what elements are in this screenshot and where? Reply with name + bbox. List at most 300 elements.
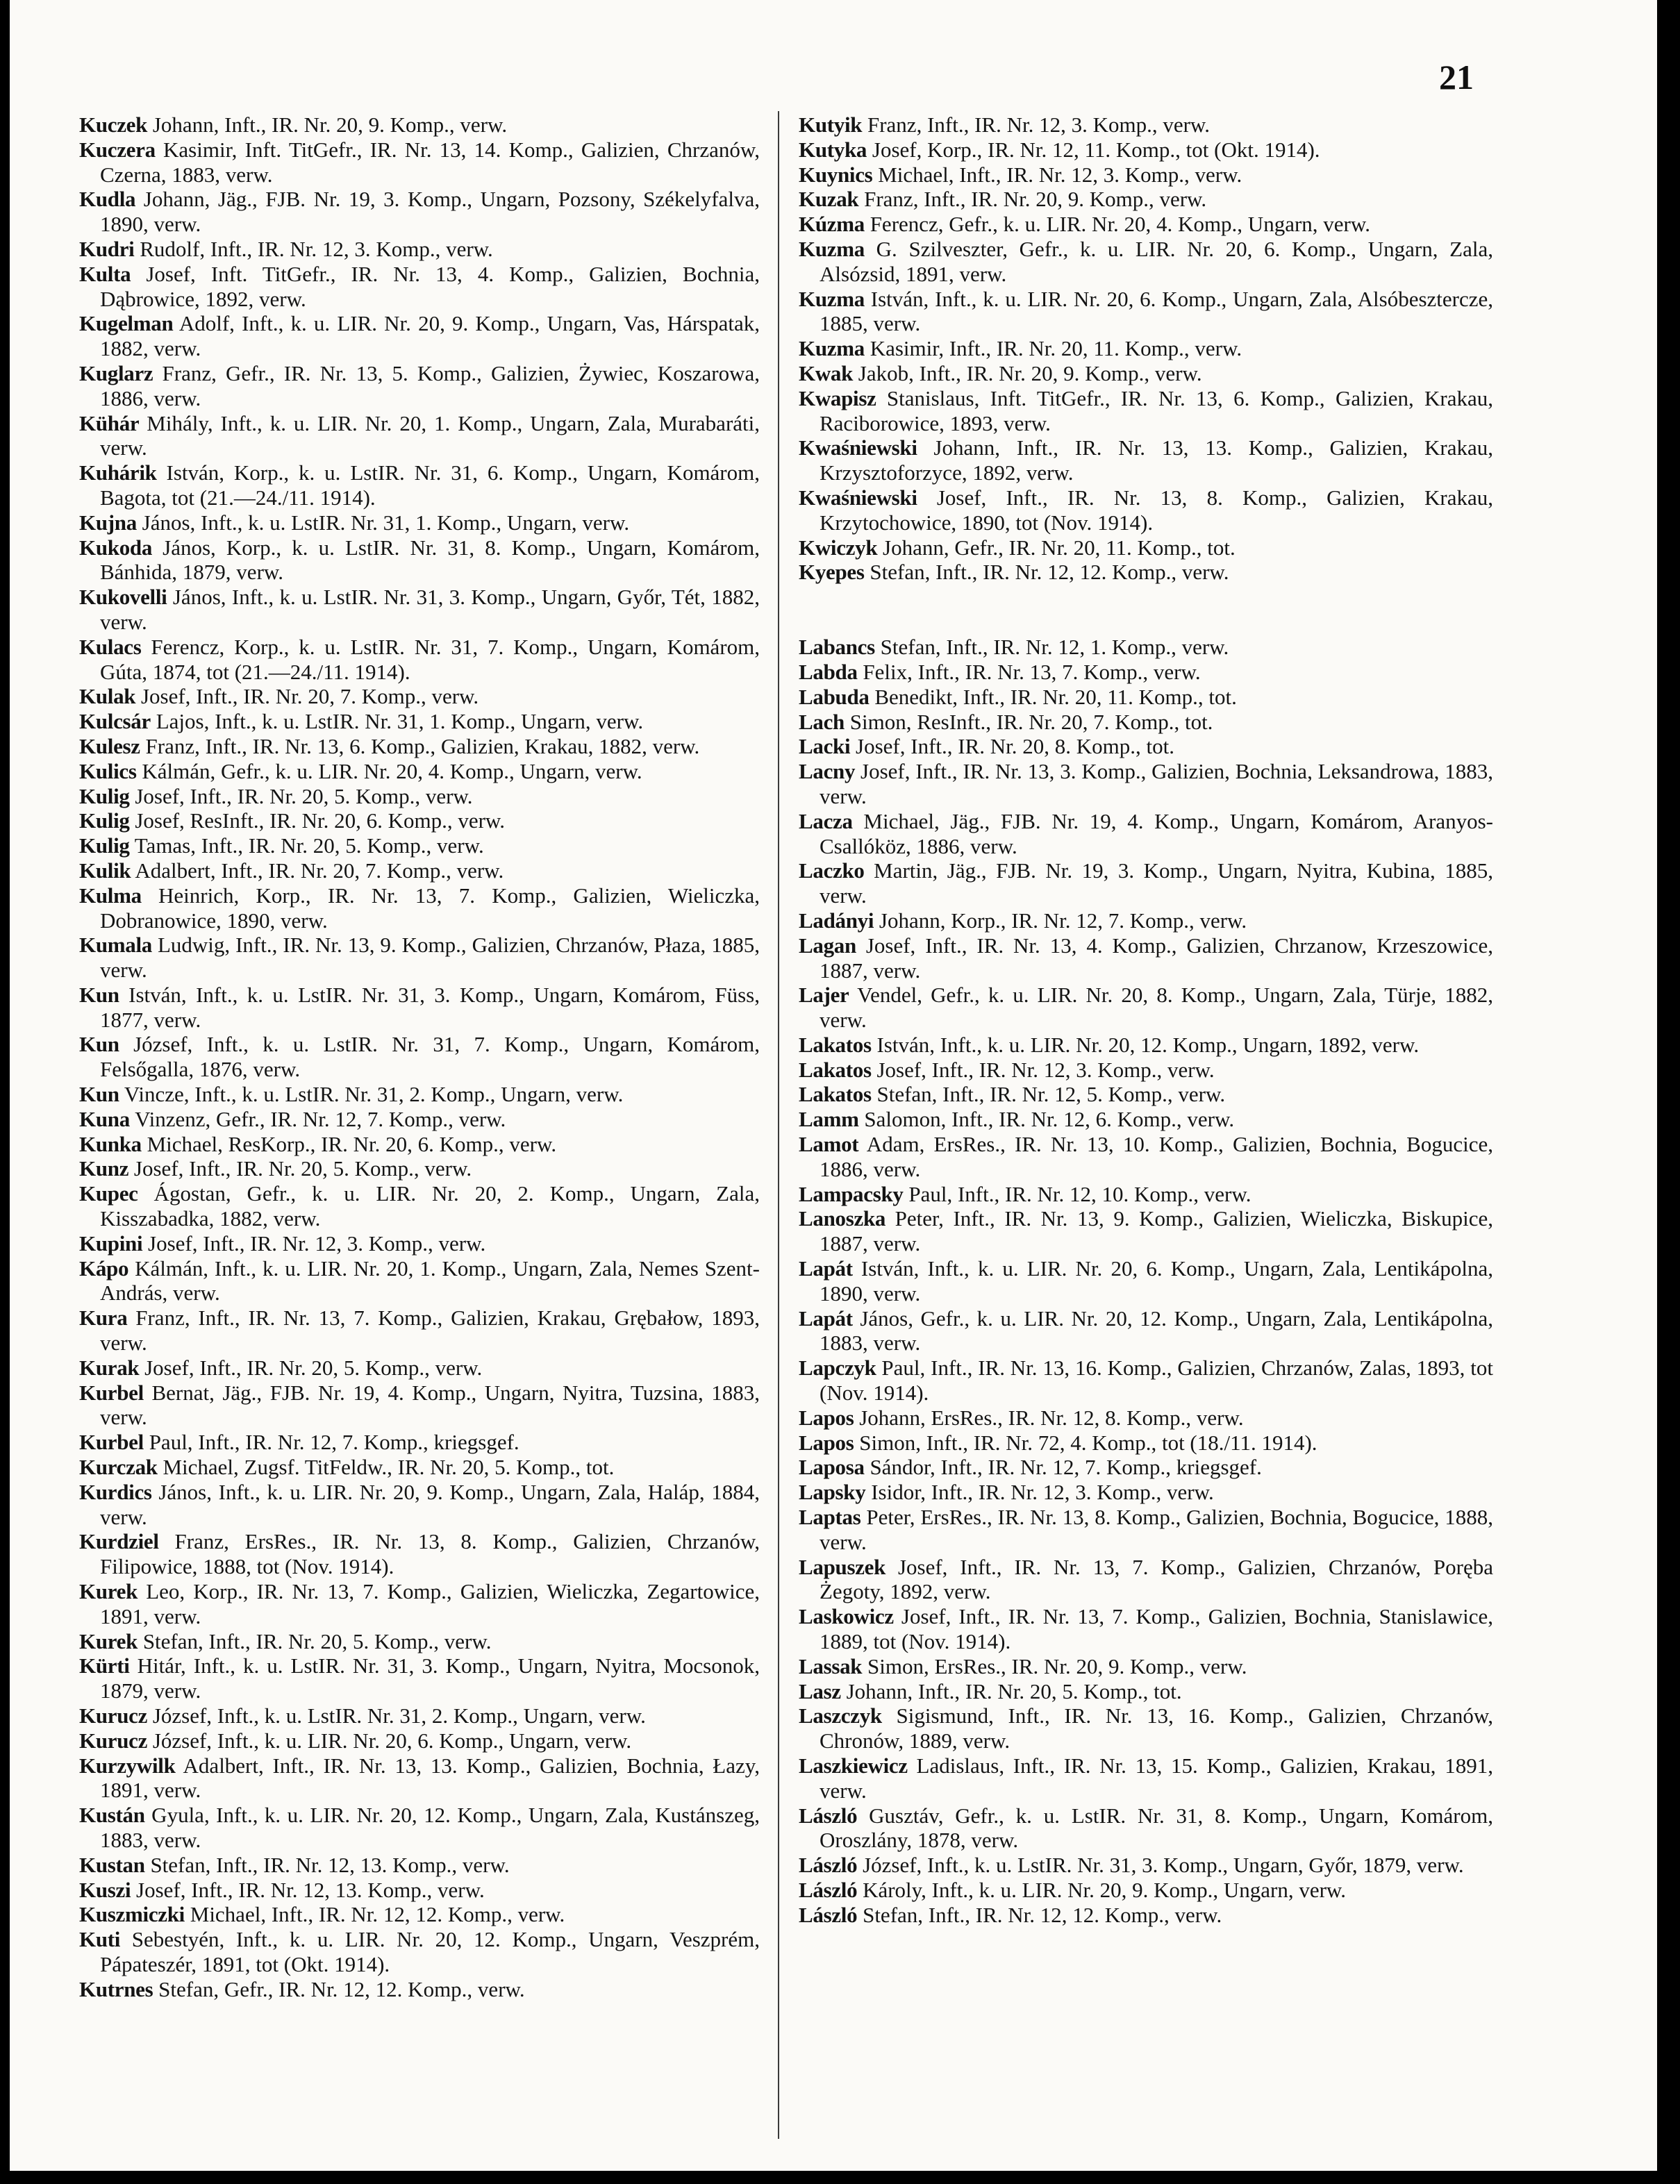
entry-surname: Kun	[79, 1032, 119, 1057]
entry-surname: Kumala	[79, 933, 152, 958]
entry-surname: Lapuszek	[799, 1554, 886, 1579]
entry-details: Kasimir, Inft., IR. Nr. 20, 11. Komp., verw.	[864, 336, 1242, 361]
entry-details: Stefan, Inft., IR. Nr. 12, 13. Komp., verw.	[144, 1852, 510, 1877]
entry-details: Vinzenz, Gefr., IR. Nr. 12, 7. Komp., verw.	[129, 1106, 506, 1131]
entry-details: Stanislaus, Inft. TitGefr., IR. Nr. 13, 6. Komp., Galizien, Krakau, Raciborowice, 1893, verw.	[820, 385, 1493, 435]
entry-details: Károly, Inft., k. u. LIR. Nr. 20, 9. Komp., Ungarn, verw.	[857, 1877, 1347, 1902]
roster-entry	[79, 1156, 760, 1181]
entry-details: József, Inft., k. u. LstIR. Nr. 31, 7. Komp., Ungarn, Komárom, Felsőgalla, 1876, verw.	[100, 1032, 760, 1082]
entry-surname: Lapos	[799, 1405, 854, 1430]
roster-entry	[799, 137, 1493, 162]
entry-details: Kasimir, Inft. TitGefr., IR. Nr. 13, 14. Komp., Galizien, Chrzanów, Czerna, 1883, verw.	[100, 137, 760, 187]
entry-details: Leo, Korp., IR. Nr. 13, 7. Komp., Galizien, Wieliczka, Zegartowice, 1891, verw.	[100, 1579, 760, 1628]
roster-entry	[79, 1529, 760, 1579]
roster-entry	[799, 1703, 1493, 1753]
entry-details: Sándor, Inft., IR. Nr. 12, 7. Komp., kriegsgef.	[864, 1455, 1262, 1480]
entry-details: Johann, Korp., IR. Nr. 12, 7. Komp., verw.	[874, 908, 1247, 933]
entry-surname: Kuglarz	[79, 360, 153, 385]
entry-details: Isidor, Inft., IR. Nr. 12, 3. Komp., verw.	[865, 1480, 1214, 1505]
entry-surname: Kulesz	[79, 733, 140, 758]
entry-surname: Kuzma	[799, 286, 865, 311]
entry-surname: Kustán	[79, 1803, 145, 1828]
entry-details: Franz, ErsRes., IR. Nr. 13, 8. Komp., Galizien, Chrzanów, Filipowice, 1888, tot (Nov. 1914).	[100, 1529, 760, 1579]
entry-surname: Kunka	[79, 1131, 142, 1156]
page-number: 21	[1439, 58, 1474, 97]
roster-entry	[799, 1406, 1493, 1431]
entry-details: Stefan, Inft., IR. Nr. 12, 1. Komp., verw.	[874, 635, 1229, 660]
roster-entry	[799, 1604, 1493, 1654]
entry-surname: Kulcsár	[79, 709, 151, 734]
entry-surname: Labuda	[799, 684, 870, 709]
entry-details: János, Korp., k. u. LstIR. Nr. 31, 8. Komp., Ungarn, Komárom, Bánhida, 1879, verw.	[100, 535, 760, 585]
entry-surname: Kurek	[79, 1579, 138, 1604]
roster-entry	[79, 1878, 760, 1903]
roster-entry	[799, 1082, 1493, 1107]
entry-details: Franz, Inft., IR. Nr. 12, 3. Komp., verw.	[862, 112, 1211, 137]
column-divider	[778, 111, 779, 2139]
entry-surname: Lacza	[799, 808, 853, 833]
entry-details: Rudolf, Inft., IR. Nr. 12, 3. Komp., verw.	[134, 236, 493, 261]
roster-entry	[79, 585, 760, 635]
roster-entry	[79, 361, 760, 411]
entry-surname: Kutyik	[799, 112, 863, 137]
entry-surname: Lacki	[799, 734, 851, 759]
letter-gap	[799, 585, 1493, 635]
entry-details: Kálmán, Inft., k. u. LIR. Nr. 20, 1. Komp., Ungarn, Zala, Nemes Szent-András, verw.	[100, 1256, 760, 1306]
entry-details: János, Inft., k. u. LIR. Nr. 20, 9. Komp., Ungarn, Zala, Haláp, 1884, verw.	[100, 1479, 760, 1529]
entry-details: Josef, Inft., IR. Nr. 12, 3. Komp., verw.	[871, 1057, 1215, 1082]
roster-entry	[799, 1878, 1493, 1903]
roster-entry	[799, 983, 1493, 1033]
entry-surname: Kurbel	[79, 1380, 144, 1405]
entry-details: Stefan, Inft., IR. Nr. 12, 12. Komp., verw.	[864, 560, 1229, 585]
entry-details: Johann, ErsRes., IR. Nr. 12, 8. Komp., verw.	[854, 1405, 1244, 1430]
entry-surname: Kurbel	[79, 1430, 144, 1455]
roster-entry	[799, 386, 1493, 436]
entry-details: Josef, Inft., IR. Nr. 20, 5. Komp., verw.	[128, 1156, 472, 1181]
entry-details: József, Inft., k. u. LstIR. Nr. 31, 3. Komp., Ungarn, Győr, 1879, verw.	[857, 1853, 1464, 1878]
entry-details: Josef, Inft., IR. Nr. 12, 13. Komp., verw.	[131, 1877, 485, 1902]
entry-surname: Kunz	[79, 1156, 129, 1181]
entry-surname: Kuzma	[799, 336, 865, 361]
entry-details: Franz, Gefr., IR. Nr. 13, 5. Komp., Galizien, Żywiec, Koszarowa, 1886, verw.	[100, 360, 760, 410]
entry-details: Paul, Inft., IR. Nr. 12, 7. Komp., kriegsgef.	[143, 1430, 519, 1455]
entry-details: Stefan, Gefr., IR. Nr. 12, 12. Komp., verw.	[153, 1976, 525, 2001]
entry-details: József, Inft., k. u. LIR. Nr. 20, 6. Komp., Ungarn, verw.	[147, 1728, 632, 1753]
entry-details: Martin, Jäg., FJB. Nr. 19, 3. Komp., Ungarn, Nyitra, Kubina, 1885, verw.	[820, 858, 1493, 908]
roster-entry	[799, 1654, 1493, 1679]
entry-details: Sebestyén, Inft., k. u. LIR. Nr. 20, 12. Komp., Ungarn, Veszprém, Pápateszér, 1891, tot (Okt. 1914).	[100, 1927, 760, 1976]
entry-surname: Lapczyk	[799, 1356, 876, 1381]
entry-surname: Labda	[799, 659, 858, 684]
entry-surname: Ladányi	[799, 908, 874, 933]
roster-entry	[79, 187, 760, 237]
entry-surname: Kutyka	[799, 137, 867, 162]
roster-entry	[79, 510, 760, 535]
entry-details: Josef, Korp., IR. Nr. 12, 11. Komp., tot (Okt. 1914).	[867, 137, 1320, 162]
entry-details: István, Inft., k. u. LstIR. Nr. 31, 3. Komp., Ungarn, Komárom, Füss, 1877, verw.	[100, 982, 760, 1032]
entry-details: Paul, Inft., IR. Nr. 12, 10. Komp., verw.	[903, 1181, 1251, 1206]
roster-entry	[79, 262, 760, 312]
entry-details: Simon, ErsRes., IR. Nr. 20, 9. Komp., verw.	[862, 1653, 1247, 1678]
entry-details: Adam, ErsRes., IR. Nr. 13, 10. Komp., Galizien, Bochnia, Bogucice, 1886, verw.	[820, 1132, 1493, 1181]
entry-details: Gyula, Inft., k. u. LIR. Nr. 20, 12. Komp., Ungarn, Zala, Kustánszeg, 1883, verw.	[100, 1803, 760, 1852]
roster-entry	[799, 1058, 1493, 1083]
entry-surname: Kühár	[79, 410, 140, 435]
roster-entry	[79, 311, 760, 361]
document-page	[10, 0, 1657, 2171]
entry-surname: Kura	[79, 1306, 128, 1331]
entry-surname: Kwapisz	[799, 385, 876, 410]
roster-entry	[79, 983, 760, 1033]
roster-entry	[799, 933, 1493, 983]
entry-surname: Kustan	[79, 1852, 145, 1877]
entry-surname: Kuynics	[799, 162, 873, 187]
entry-surname: Kupini	[79, 1231, 143, 1256]
entry-surname: Kuhárik	[79, 460, 157, 485]
entry-surname: Kwiczyk	[799, 535, 878, 560]
roster-entry	[79, 684, 760, 709]
roster-entry	[799, 635, 1493, 660]
entry-details: Felix, Inft., IR. Nr. 13, 7. Komp., verw.	[857, 659, 1201, 684]
entry-details: Heinrich, Korp., IR. Nr. 13, 7. Komp., Galizien, Wieliczka, Dobranowice, 1890, verw.	[100, 883, 760, 933]
entry-surname: Laszkiewicz	[799, 1753, 908, 1778]
entry-details: Simon, ResInft., IR. Nr. 20, 7. Komp., tot.	[844, 709, 1213, 734]
entry-surname: Kulta	[79, 261, 131, 286]
roster-entry	[79, 137, 760, 187]
roster-entry	[79, 1181, 760, 1231]
entry-surname: Kulacs	[79, 634, 142, 659]
entry-surname: Lamot	[799, 1132, 859, 1157]
roster-entry	[79, 933, 760, 983]
roster-entry	[799, 908, 1493, 933]
entry-surname: Kukoda	[79, 535, 153, 560]
entry-surname: Kun	[79, 982, 119, 1007]
entry-details: János, Inft., k. u. LstIR. Nr. 31, 1. Komp., Ungarn, verw.	[136, 510, 630, 535]
entry-details: Stefan, Inft., IR. Nr. 20, 5. Komp., verw.	[138, 1628, 492, 1653]
roster-entry	[799, 660, 1493, 685]
roster-entry	[799, 1480, 1493, 1505]
entry-surname: Lapát	[799, 1306, 853, 1331]
entry-surname: Lassak	[799, 1653, 863, 1678]
entry-details: János, Gefr., k. u. LIR. Nr. 20, 12. Komp., Ungarn, Zala, Lentikápolna, 1883, verw.	[820, 1306, 1493, 1356]
entry-surname: Kurdics	[79, 1479, 152, 1504]
roster-entry	[79, 1306, 760, 1356]
roster-entry	[799, 1107, 1493, 1132]
entries-k	[799, 112, 1493, 585]
entry-details: Vincze, Inft., k. u. LstIR. Nr. 31, 2. Komp., Ungarn, verw.	[119, 1082, 624, 1107]
entry-details: Stefan, Inft., IR. Nr. 12, 12. Komp., verw.	[857, 1902, 1222, 1927]
entry-surname: Kutrnes	[79, 1976, 153, 2001]
entry-surname: Kudri	[79, 236, 135, 261]
roster-entry	[799, 1306, 1493, 1356]
entry-surname: Lamm	[799, 1107, 859, 1132]
roster-entry	[799, 734, 1493, 759]
entry-surname: Kuszi	[79, 1877, 131, 1902]
entry-details: Jakob, Inft., IR. Nr. 20, 9. Komp., verw.	[853, 360, 1202, 385]
entry-details: Gusztáv, Gefr., k. u. LstIR. Nr. 31, 8. Komp., Ungarn, Komárom, Oroszlány, 1878, verw.	[820, 1803, 1493, 1853]
entry-surname: László	[799, 1877, 858, 1902]
entry-details: Adalbert, Inft., IR. Nr. 13, 13. Komp., Galizien, Bochnia, Łazy, 1891, verw.	[100, 1753, 760, 1803]
roster-entry	[799, 1903, 1493, 1928]
entry-details: Simon, Inft., IR. Nr. 72, 4. Komp., tot (18./11. 1914).	[854, 1430, 1317, 1455]
roster-entry	[799, 1505, 1493, 1555]
roster-entry	[79, 1753, 760, 1803]
entry-surname: Lasz	[799, 1678, 841, 1703]
roster-entry	[79, 833, 760, 858]
entry-surname: Kulig	[79, 833, 130, 858]
entry-details: Franz, Inft., IR. Nr. 13, 7. Komp., Galizien, Krakau, Grębałow, 1893, verw.	[100, 1306, 760, 1356]
roster-entry	[79, 709, 760, 734]
entry-details: Peter, ErsRes., IR. Nr. 13, 8. Komp., Galizien, Bochnia, Bogucice, 1888, verw.	[820, 1505, 1493, 1554]
roster-entry	[79, 734, 760, 759]
entry-details: József, Inft., k. u. LstIR. Nr. 31, 2. Komp., Ungarn, verw.	[147, 1703, 646, 1728]
roster-entry	[79, 808, 760, 833]
entry-details: Ferencz, Korp., k. u. LstIR. Nr. 31, 7. Komp., Ungarn, Komárom, Gúta, 1874, tot (21.—24./11. 1914).	[100, 634, 760, 684]
entry-details: Josef, Inft., IR. Nr. 20, 5. Komp., verw.	[129, 783, 473, 808]
roster-entry	[799, 1753, 1493, 1803]
entry-details: Johann, Inft., IR. Nr. 20, 5. Komp., tot.	[840, 1678, 1182, 1703]
entry-details: Josef, Inft., IR. Nr. 20, 7. Komp., verw.	[135, 684, 479, 709]
entry-surname: Kuszmiczki	[79, 1902, 185, 1927]
entry-details: Adolf, Inft., k. u. LIR. Nr. 20, 9. Komp., Ungarn, Vas, Hárspatak, 1882, verw.	[100, 311, 760, 361]
roster-entry	[79, 460, 760, 510]
roster-entry	[799, 1182, 1493, 1207]
entry-surname: Laposa	[799, 1455, 865, 1480]
entry-surname: Labancs	[799, 635, 875, 660]
entry-details: István, Inft., k. u. LIR. Nr. 20, 12. Komp., Ungarn, 1892, verw.	[871, 1032, 1420, 1057]
entry-details: István, Korp., k. u. LstIR. Nr. 31, 6. Komp., Ungarn, Komárom, Bagota, tot (21.—24./11. 1914).	[100, 460, 760, 510]
entry-surname: László	[799, 1853, 858, 1878]
entry-surname: Kupec	[79, 1181, 138, 1206]
entry-surname: Kuna	[79, 1106, 130, 1131]
entry-surname: Kuzma	[799, 236, 865, 261]
entry-details: Josef, Inft. TitGefr., IR. Nr. 13, 4. Komp., Galizien, Bochnia, Dąbrowice, 1892, verw.	[100, 261, 760, 311]
entry-surname: Kukovelli	[79, 585, 167, 610]
roster-entry	[799, 287, 1493, 337]
entry-details: Kálmán, Gefr., k. u. LIR. Nr. 20, 4. Komp., Ungarn, verw.	[136, 758, 642, 783]
entry-surname: Kulics	[79, 758, 137, 783]
entry-details: Michael, Zugsf. TitFeldw., IR. Nr. 20, 5. Komp., tot.	[157, 1455, 615, 1480]
roster-entry	[799, 1206, 1493, 1256]
entry-details: Josef, ResInft., IR. Nr. 20, 6. Komp., verw.	[129, 808, 506, 833]
entry-surname: Lapsky	[799, 1480, 866, 1505]
entry-details: Johann, Jäg., FJB. Nr. 19, 3. Komp., Ungarn, Pozsony, Székelyfalva, 1890, verw.	[100, 187, 760, 237]
roster-entry	[79, 1653, 760, 1703]
entry-surname: Kudla	[79, 187, 136, 212]
roster-entry	[79, 1107, 760, 1132]
roster-entry	[799, 361, 1493, 386]
entry-details: Bernat, Jäg., FJB. Nr. 19, 4. Komp., Ungarn, Nyitra, Tuzsina, 1883, verw.	[100, 1380, 760, 1430]
entry-details: Michael, Inft., IR. Nr. 12, 12. Komp., verw.	[185, 1902, 565, 1927]
entry-surname: Kwak	[799, 360, 854, 385]
entry-details: István, Inft., k. u. LIR. Nr. 20, 6. Komp., Ungarn, Zala, Alsóbesztercze, 1885, verw.	[820, 286, 1493, 336]
roster-entry	[79, 1455, 760, 1480]
entry-details: Michael, Inft., IR. Nr. 12, 3. Komp., verw.	[872, 162, 1242, 187]
entry-details: Josef, Inft., IR. Nr. 20, 5. Komp., verw.	[139, 1355, 483, 1380]
entry-details: Mihály, Inft., k. u. LIR. Nr. 20, 1. Komp., Ungarn, Zala, Murabaráti, verw.	[100, 410, 760, 460]
roster-entry	[79, 1132, 760, 1157]
entry-details: Franz, Inft., IR. Nr. 13, 6. Komp., Galizien, Krakau, 1882, verw.	[140, 733, 700, 758]
entry-surname: Kurek	[79, 1628, 138, 1653]
roster-entry	[799, 685, 1493, 710]
roster-entry	[799, 1455, 1493, 1480]
entry-surname: Kulig	[79, 808, 130, 833]
roster-entry	[79, 1902, 760, 1927]
entry-surname: Kulik	[79, 858, 131, 883]
roster-entry	[79, 1356, 760, 1381]
roster-entry	[79, 1032, 760, 1082]
entry-details: Johann, Gefr., IR. Nr. 20, 11. Komp., tot.	[877, 535, 1236, 560]
roster-entry	[799, 212, 1493, 237]
entry-details: Josef, Inft., IR. Nr. 13, 7. Komp., Galizien, Bochnia, Stanislawice, 1889, tot (Nov. 1914).	[820, 1604, 1493, 1654]
entry-surname: Lakatos	[799, 1082, 872, 1107]
entry-surname: Kulma	[79, 883, 142, 908]
entry-details: Josef, Inft., IR. Nr. 20, 8. Komp., tot.	[850, 734, 1174, 759]
roster-entry	[79, 1927, 760, 1977]
entry-surname: Kyepes	[799, 560, 865, 585]
roster-entry	[79, 1082, 760, 1107]
roster-entry	[79, 1703, 760, 1728]
entries-l	[799, 635, 1493, 1927]
entry-details: G. Szilveszter, Gefr., k. u. LIR. Nr. 20, 6. Komp., Ungarn, Zala, Alsózsid, 1891, verw.	[820, 236, 1493, 286]
entry-surname: Lapát	[799, 1256, 853, 1281]
entry-surname: Kuzak	[799, 187, 859, 212]
entry-details: Josef, Inft., IR. Nr. 13, 8. Komp., Galizien, Krakau, Krzytochowice, 1890, tot (Nov. 1914).	[820, 485, 1493, 535]
entry-details: Vendel, Gefr., k. u. LIR. Nr. 20, 8. Komp., Ungarn, Zala, Türje, 1882, verw.	[820, 983, 1493, 1033]
roster-entry	[79, 784, 760, 809]
roster-entry	[79, 411, 760, 461]
roster-entry	[799, 1853, 1493, 1878]
roster-entry	[799, 1256, 1493, 1306]
roster-entry	[799, 560, 1493, 585]
entry-details: Peter, Inft., IR. Nr. 13, 9. Komp., Galizien, Wieliczka, Biskupice, 1887, verw.	[820, 1206, 1493, 1256]
roster-entry	[79, 1853, 760, 1878]
entry-surname: Laskowicz	[799, 1604, 894, 1629]
roster-entry	[799, 1803, 1493, 1853]
entry-surname: Kápo	[79, 1256, 129, 1281]
entry-details: Ágostan, Gefr., k. u. LIR. Nr. 20, 2. Komp., Ungarn, Zala, Kisszabadka, 1882, verw.	[100, 1181, 760, 1231]
entry-surname: Lajer	[799, 983, 849, 1008]
entry-details: Josef, Inft., IR. Nr. 13, 3. Komp., Galizien, Bochnia, Leksandrowa, 1883, verw.	[820, 759, 1493, 808]
entry-details: Johann, Inft., IR. Nr. 13, 13. Komp., Galizien, Krakau, Krzysztoforzyce, 1892, verw.	[820, 435, 1493, 485]
entry-surname: Kurak	[79, 1355, 140, 1380]
roster-entry	[799, 336, 1493, 361]
entry-details: János, Inft., k. u. LstIR. Nr. 31, 3. Komp., Ungarn, Győr, Tét, 1882, verw.	[100, 585, 760, 634]
entry-surname: Kuczera	[79, 137, 156, 162]
left-column	[79, 112, 760, 2002]
entry-surname: Lakatos	[799, 1057, 872, 1082]
roster-entry	[799, 1132, 1493, 1182]
entry-surname: Kurucz	[79, 1703, 148, 1728]
roster-entry	[799, 1555, 1493, 1605]
roster-entry	[79, 1977, 760, 2002]
roster-entry	[79, 1430, 760, 1455]
entry-details: Michael, ResKorp., IR. Nr. 20, 6. Komp., verw.	[141, 1131, 557, 1156]
entry-surname: Lagan	[799, 933, 856, 958]
entry-surname: Kun	[79, 1082, 119, 1107]
entry-surname: Kúzma	[799, 212, 865, 237]
entry-surname: László	[799, 1803, 858, 1828]
entry-details: Stefan, Inft., IR. Nr. 12, 5. Komp., verw.	[871, 1082, 1226, 1107]
entry-surname: Laszczyk	[799, 1703, 882, 1728]
entry-surname: Kulig	[79, 783, 130, 808]
roster-entry	[79, 759, 760, 784]
entry-details: Tamas, Inft., IR. Nr. 20, 5. Komp., verw.	[129, 833, 484, 858]
right-column	[799, 112, 1493, 1928]
roster-entry	[79, 1480, 760, 1530]
entry-surname: Lapos	[799, 1430, 854, 1455]
entry-details: István, Inft., k. u. LIR. Nr. 20, 6. Komp., Ungarn, Zala, Lentikápolna, 1890, verw.	[820, 1256, 1493, 1306]
entry-details: Josef, Inft., IR. Nr. 12, 3. Komp., verw.	[142, 1231, 486, 1256]
entry-details: Adalbert, Inft., IR. Nr. 20, 7. Komp., verw.	[131, 858, 504, 883]
roster-entry	[799, 435, 1493, 485]
entry-surname: Lampacsky	[799, 1181, 904, 1206]
entry-details: Lajos, Inft., k. u. LstIR. Nr. 31, 1. Komp., Ungarn, verw.	[150, 709, 644, 734]
entry-details: Ferencz, Gefr., k. u. LIR. Nr. 20, 4. Komp., Ungarn, verw.	[864, 212, 1370, 237]
entry-details: Ladislaus, Inft., IR. Nr. 13, 15. Komp., Galizien, Krakau, 1891, verw.	[820, 1753, 1493, 1803]
entry-surname: Kwaśniewski	[799, 435, 917, 460]
entry-surname: Kugelman	[79, 311, 174, 336]
roster-entry	[79, 1803, 760, 1853]
entry-surname: Kuti	[79, 1927, 121, 1952]
roster-entry	[799, 1033, 1493, 1058]
roster-entry	[799, 809, 1493, 859]
entry-surname: Lacny	[799, 759, 856, 784]
roster-entry	[79, 1728, 760, 1753]
entry-surname: Kwaśniewski	[799, 485, 917, 510]
entry-details: Benedikt, Inft., IR. Nr. 20, 11. Komp., tot.	[869, 684, 1237, 709]
entry-details: Ludwig, Inft., IR. Nr. 13, 9. Komp., Galizien, Chrzanów, Płaza, 1885, verw.	[100, 933, 760, 983]
roster-entry	[79, 1381, 760, 1431]
entry-details: Michael, Jäg., FJB. Nr. 19, 4. Komp., Ungarn, Komárom, Aranyos-Csallóköz, 1886, verw.	[820, 808, 1493, 858]
entry-surname: Kurucz	[79, 1728, 148, 1753]
roster-entry	[799, 1431, 1493, 1456]
entry-details: Salomon, Inft., IR. Nr. 12, 6. Komp., verw.	[858, 1107, 1235, 1132]
entry-surname: Kurdziel	[79, 1529, 159, 1554]
entry-surname: Kuczek	[79, 112, 148, 137]
entry-surname: Kurczak	[79, 1455, 158, 1480]
roster-entry	[79, 1579, 760, 1629]
roster-entry	[79, 635, 760, 685]
entry-details: Johann, Inft., IR. Nr. 20, 9. Komp., verw.	[147, 112, 508, 137]
roster-entry	[79, 858, 760, 883]
roster-entry	[799, 535, 1493, 560]
roster-entry	[799, 858, 1493, 908]
roster-entry	[799, 112, 1493, 137]
entry-surname: Kürti	[79, 1653, 130, 1678]
roster-entry	[799, 485, 1493, 535]
entry-surname: Laptas	[799, 1505, 861, 1530]
roster-entry	[79, 237, 760, 262]
entry-details: Paul, Inft., IR. Nr. 13, 16. Komp., Galizien, Chrzanów, Zalas, 1893, tot (Nov. 1914).	[820, 1356, 1493, 1406]
roster-entry	[799, 237, 1493, 287]
roster-entry	[79, 535, 760, 585]
roster-entry	[799, 1356, 1493, 1406]
entry-details: Josef, Inft., IR. Nr. 13, 7. Komp., Galizien, Chrzanów, Poręba Żegoty, 1892, verw.	[820, 1554, 1493, 1604]
roster-entry	[79, 1231, 760, 1256]
entry-details: Franz, Inft., IR. Nr. 20, 9. Komp., verw.	[858, 187, 1207, 212]
entry-details: Josef, Inft., IR. Nr. 13, 4. Komp., Galizien, Chrzanow, Krzeszowice, 1887, verw.	[820, 933, 1493, 983]
roster-entry	[799, 1679, 1493, 1704]
roster-entry	[799, 710, 1493, 735]
roster-entry	[79, 1629, 760, 1654]
entry-surname: Kulak	[79, 684, 136, 709]
roster-entry	[799, 759, 1493, 809]
roster-entry	[799, 162, 1493, 187]
entry-surname: Kujna	[79, 510, 137, 535]
entry-surname: Lach	[799, 709, 845, 734]
